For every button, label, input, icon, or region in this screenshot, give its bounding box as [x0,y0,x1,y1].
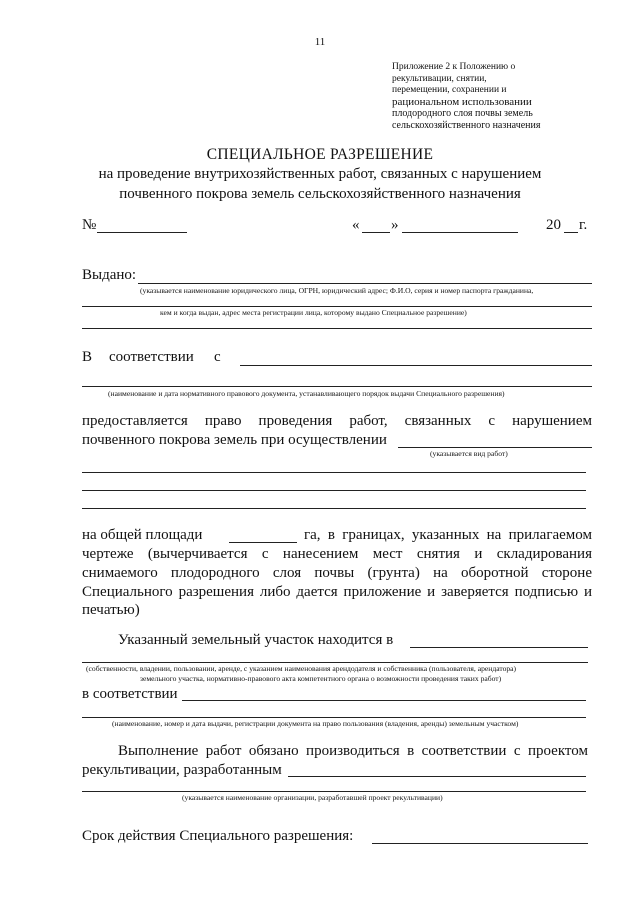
date-open-quote: « [352,217,360,233]
area-field[interactable] [229,542,297,543]
area-text-start: на общей площади [82,527,203,543]
accordance-word-3: с [214,349,221,365]
area-text-line: Специального разрешения либо дается приложение и заверяется подписью и [82,584,592,600]
plot-caption-1: (собственности, владении, пользовании, аренде, с указанием наименования арендодателя и собственника (пользователя, арендатора) [86,664,517,673]
month-field[interactable] [402,232,518,233]
plot-field-2[interactable] [82,662,588,663]
document-title: СПЕЦИАЛЬНОЕ РАЗРЕШЕНИЕ [206,146,434,163]
appendix-line: плодородного слоя почвы земель [392,108,533,119]
issued-field-1[interactable] [138,283,592,284]
number-field[interactable] [97,232,187,233]
accordance-field-1[interactable] [240,365,592,366]
document-subtitle-2: почвенного покрова земель сельскохозяйственного назначения [119,186,521,202]
accordance-field-2[interactable] [82,386,592,387]
page-number: 11 [314,36,326,48]
plot-caption-2: земельного участка, нормативно-правового акта компетентного органа о возможности проведения таких работ) [140,674,502,683]
doc-field[interactable] [82,717,586,718]
document-subtitle-1: на проведение внутрихозяйственных работ, связанных с нарушением [98,166,542,182]
area-text-line: чертеже (вычерчивается с нанесением мест снятия и складирования [82,546,592,562]
work-field-1[interactable] [82,472,586,473]
accordance-caption: (наименование и дата нормативного правового документа, устанавливающего порядок выдачи Специального разрешения) [108,389,505,398]
issued-caption-2: кем и когда выдан, адрес места регистрации лица, которому выдано Специальное разрешение) [160,308,467,317]
work-type-field[interactable] [398,447,592,448]
appendix-line: перемещении, сохранении и [392,85,507,95]
project-field-1[interactable] [288,776,586,777]
validity-field[interactable] [372,843,588,844]
issued-label: Выдано: [82,267,137,283]
year-field[interactable] [564,232,578,233]
plot-accordance-label: в соответствии [82,686,178,702]
appendix-note [392,62,612,131]
appendix-line: Приложение 2 к Положению о [392,62,516,72]
doc-caption: (наименование, номер и дата выдачи, регистрации документа на право пользования (владения, аренды) земельным участком) [112,719,519,728]
validity-label: Срок действия Специального разрешения: [82,828,354,844]
grant-text-line-1: предоставляется право проведения работ, связанных с нарушением [82,413,592,429]
accordance-word-2: соответствии [109,349,194,365]
area-text-last: печатью) [82,602,140,618]
appendix-line: сельскохозяйственного назначения [392,119,541,131]
accordance-word-1: В [82,349,93,365]
project-field-2[interactable] [82,791,586,792]
issued-field-2[interactable] [82,306,592,307]
year-prefix: 20 [546,217,561,233]
project-text-line-2: рекультивации, разработанным [82,762,282,778]
plot-accordance-field[interactable] [182,700,586,701]
project-caption: (указывается наименование организации, разработавшей проект рекультивации) [182,793,443,802]
area-text-line: снимаемого плодородного слоя почвы (грунта) на оборотной стороне [82,565,592,581]
work-type-caption: (указывается вид работ) [430,449,508,458]
issued-caption-1: (указывается наименование юридического лица, ОГРН, юридический адрес; Ф.И.О, серия и номер паспорта гражданина, [140,286,534,295]
project-text-line-1: Выполнение работ обязано производиться в соответствии с проектом [118,743,588,759]
work-field-2[interactable] [82,490,586,491]
area-text-end: га, в границах, указанных на прилагаемом [304,527,592,543]
day-field[interactable] [362,232,390,233]
plot-field-1[interactable] [410,647,588,648]
appendix-line: рекультивации, снятии, [392,73,487,84]
issued-field-3[interactable] [82,328,592,329]
work-field-3[interactable] [82,508,586,509]
grant-text-line-2: почвенного покрова земель при осуществлении [82,432,387,448]
number-label: № [82,217,97,233]
plot-text: Указанный земельный участок находится в [118,632,394,648]
appendix-line: рациональном использовании [392,95,532,108]
year-suffix: г. [579,217,588,233]
date-close-quote: » [391,217,399,233]
